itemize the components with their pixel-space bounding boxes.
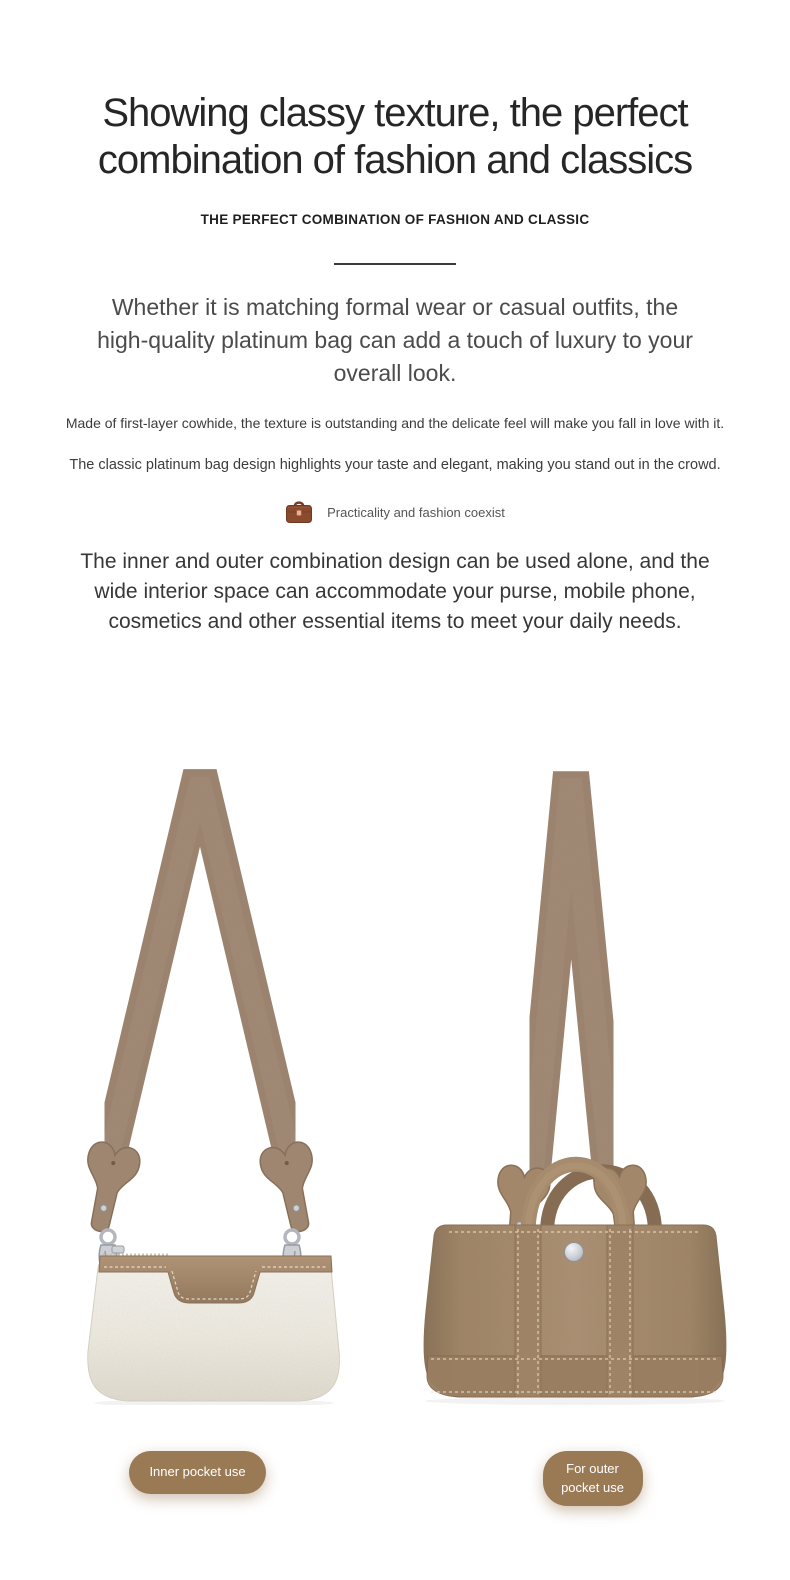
zipper-pull	[112, 1246, 124, 1253]
product-left-column	[0, 755, 395, 1506]
product-image-tote-bag	[395, 755, 790, 1405]
bag-shadow	[425, 1397, 725, 1405]
subtitle: THE PERFECT COMBINATION OF FASHION AND CLASSIC	[200, 212, 590, 228]
detail-text-2: The classic platinum bag design highlights your taste and elegant, making you stand out in the crowd.	[69, 457, 721, 474]
body-line-2: wide interior space can accommodate your purse, mobile phone,	[94, 580, 696, 604]
strap-connector-right	[257, 1139, 326, 1236]
caption-badge-outer-pocket: For outer pocket use	[543, 1451, 643, 1506]
product-images-row	[0, 755, 790, 1506]
snap-button	[565, 1242, 584, 1261]
title-line-2: combination of fashion and classics	[97, 138, 693, 183]
lead-line-2: high-quality platinum bag can add a touch of luxury to your	[97, 327, 693, 354]
body-line-1: The inner and outer combination design can be used alone, and the	[80, 550, 710, 574]
body-strap-right	[607, 1225, 633, 1397]
detail-text-1: Made of first-layer cowhide, the texture is outstanding and the delicate feel will make you fall in love with it.	[65, 415, 725, 432]
page-title	[0, 90, 790, 184]
lead-line-3: overall look.	[333, 359, 457, 386]
feature-label: Practicality and fashion coexist	[327, 504, 505, 520]
body-strap-left	[515, 1225, 541, 1397]
caption-badge-inner-pocket: Inner pocket use	[129, 1451, 265, 1494]
lead-line-1: Whether it is matching formal wear or casual outfits, the	[111, 294, 679, 321]
feature-row	[0, 499, 790, 525]
briefcase-icon	[285, 499, 313, 525]
body-paragraph	[0, 547, 790, 636]
strap-connector-left	[73, 1139, 142, 1236]
divider	[334, 263, 456, 265]
product-right-column	[395, 755, 790, 1506]
title-line-1: Showing classy texture, the perfect	[102, 91, 688, 135]
bottom-band	[427, 1356, 723, 1397]
lead-paragraph	[0, 291, 790, 389]
shoulder-strap	[532, 773, 611, 1180]
product-image-crossbody-bag	[0, 755, 395, 1405]
shoulder-strap	[110, 773, 290, 1153]
body-line-3: cosmetics and other essential items to meet your daily needs.	[108, 609, 682, 633]
